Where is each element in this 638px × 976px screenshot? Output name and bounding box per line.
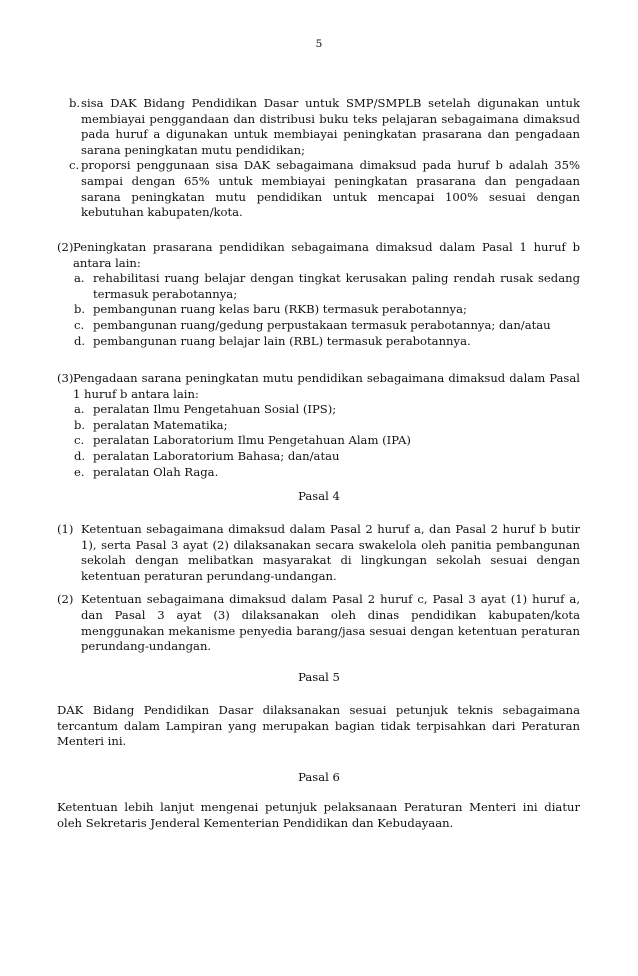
section-intro [57, 371, 580, 402]
list-item [57, 318, 580, 334]
item-text: peralatan Laboratorium Bahasa; dan/atau [93, 448, 340, 463]
list-item [57, 302, 580, 318]
item-marker: a. [74, 402, 85, 417]
list-item [57, 334, 580, 350]
item-text: peralatan Olah Raga. [93, 464, 219, 479]
item-marker: (1) [57, 522, 74, 536]
item-text: peralatan Laboratorium Ilmu Pengetahuan Alam (IPA) [93, 433, 411, 448]
item-marker: e. [74, 464, 85, 479]
item-text: sisa DAK Bidang Pendidikan Dasar untuk SMP/SMPLB setelah digunakan untuk membiayai penggandaan dan distribusi buku teks pelajaran sebagaimana dimaksud pada huruf a digunakan untuk membiayai peningkatan prasarana dan pengadaan sarana peningkatan mutu pendidikan; [81, 96, 580, 157]
page-number: 5 [315, 38, 323, 50]
section-2 [57, 240, 580, 349]
item-marker: b. [74, 417, 86, 432]
list-item [57, 433, 580, 449]
list-item [57, 96, 580, 158]
item-text: pembangunan ruang/gedung perpustakaan termasuk perabotannya; dan/atau [93, 317, 551, 332]
item-marker: (2) [57, 592, 74, 607]
list-item [57, 592, 580, 654]
item-marker: d. [74, 333, 86, 348]
item-marker: c. [74, 433, 85, 448]
list-item [57, 158, 580, 220]
list-item [57, 522, 580, 584]
pasal-6-body [57, 800, 580, 831]
item-text: peralatan Ilmu Pengetahuan Sosial (IPS); [93, 402, 337, 417]
section-marker: (2) [57, 240, 74, 254]
item-marker: a. [74, 271, 85, 286]
section-intro-text: Peningkatan prasarana pendidikan sebagaimana dimaksud dalam Pasal 1 huruf b antara lain: [73, 240, 580, 270]
item-marker: b. [74, 302, 86, 317]
item-marker: d. [74, 448, 86, 463]
item-text: proporsi penggunaan sisa DAK sebagaimana dimaksud pada huruf b adalah 35% sampai dengan 65% untuk membiayai peningkatan prasarana dan pengadaan sarana peningkatan mutu pendidikan untuk mencapai 100% sesuai dengan kebutuhan kabupaten/kota. [81, 158, 580, 220]
item-text: pembangunan ruang kelas baru (RKB) termasuk perabotannya; [93, 302, 467, 317]
list-item [57, 449, 580, 465]
pasal-6-heading: Pasal 6 [298, 770, 340, 784]
pasal-5-body [57, 703, 580, 750]
pasal-4-heading: Pasal 4 [298, 489, 340, 503]
item-marker: b. [69, 96, 81, 110]
item-text: rehabilitasi ruang belajar dengan tingkat kerusakan paling rendah rusak sedang termasuk perabotannya; [93, 271, 580, 301]
item-text: pembangunan ruang belajar lain (RBL) termasuk perabotannya. [93, 333, 471, 348]
paragraph: DAK Bidang Pendidikan Dasar dilaksanakan sesuai petunjuk teknis sebagaimana tercantum dalam Lampiran yang merupakan bagian tidak terpisahkan dari Peraturan Menteri ini. [57, 703, 580, 749]
section-intro [57, 240, 580, 271]
item-text: Ketentuan sebagaimana dimaksud dalam Pasal 2 huruf c, Pasal 3 ayat (1) huruf a, dan Pasal 3 ayat (3) dilaksanakan oleh dinas pendidikan kabupaten/kota menggunakan mekanisme penyedia barang/jasa sesuai dengan ketentuan peraturan perundang-undangan. [81, 592, 580, 654]
item-text: peralatan Matematika; [93, 417, 228, 432]
item-text: Ketentuan sebagaimana dimaksud dalam Pasal 2 huruf a, dan Pasal 2 huruf b butir 1), serta Pasal 3 ayat (2) dilaksanakan secara swakelola oleh panitia pembangunan sekolah dengan melibatkan masyarakat di lingkungan sekolah sesuai dengan ketentuan peraturan perundang-undangan. [81, 522, 580, 583]
continuation-list [57, 96, 580, 221]
item-marker: c. [74, 317, 85, 332]
section-intro-text: Pengadaan sarana peningkatan mutu pendidikan sebagaimana dimaksud dalam Pasal 1 huruf b antara lain: [73, 371, 580, 401]
pasal-5-heading: Pasal 5 [298, 670, 340, 684]
pasal-4-body [57, 522, 580, 655]
list-item [57, 418, 580, 434]
item-marker: c. [69, 158, 80, 173]
list-item [57, 271, 580, 302]
paragraph: Ketentuan lebih lanjut mengenai petunjuk pelaksanaan Peraturan Menteri ini diatur oleh Sekretaris Jenderal Kementerian Pendidikan dan Kebudayaan. [57, 800, 580, 830]
list-item [57, 465, 580, 481]
section-marker: (3) [57, 371, 74, 385]
list-item [57, 402, 580, 418]
section-3 [57, 371, 580, 480]
